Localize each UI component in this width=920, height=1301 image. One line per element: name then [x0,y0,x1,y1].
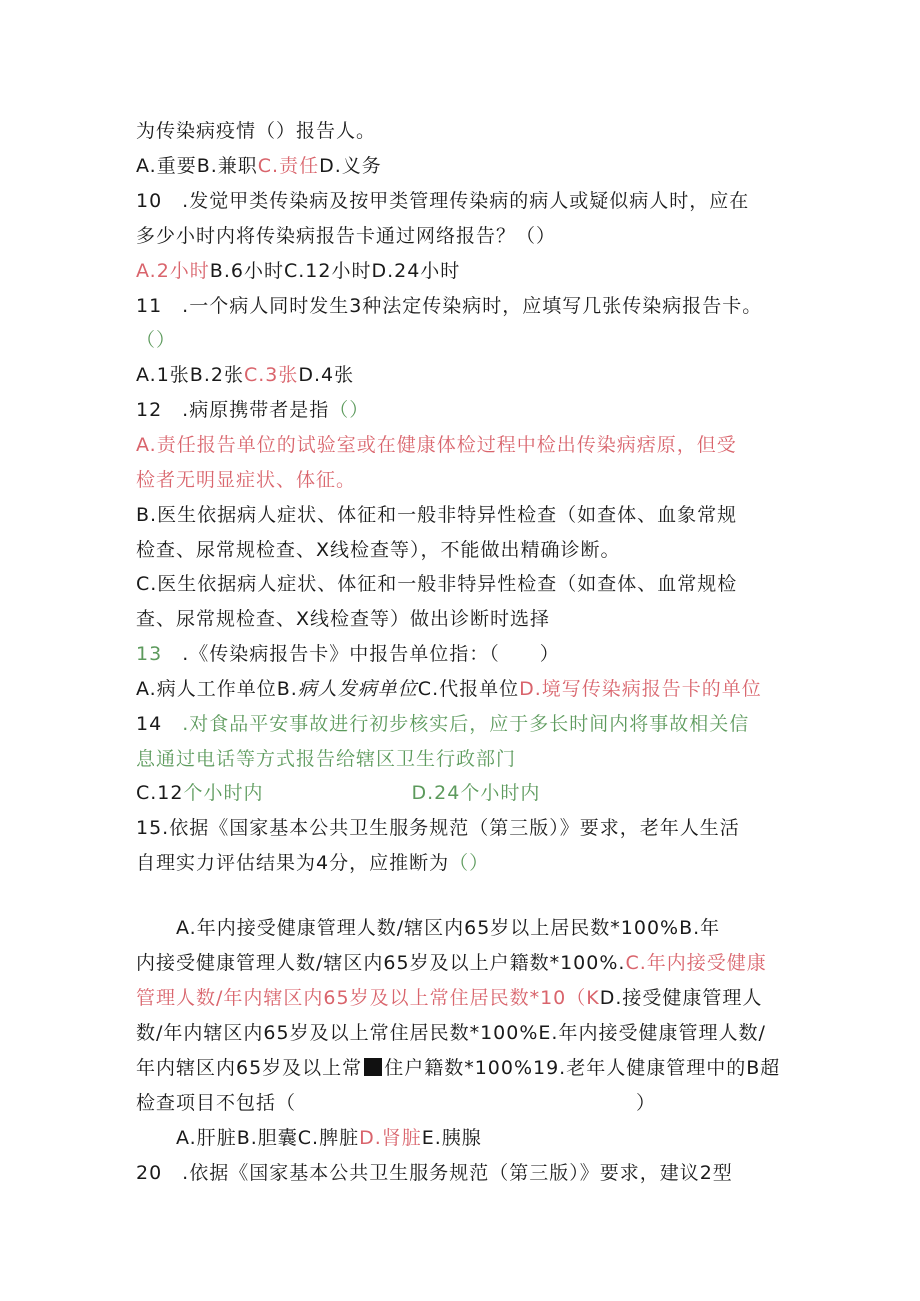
option-c-answer: C.责任 [257,155,320,177]
option-b-text-cont: 检查、尿常规检查、X线检查等），不能做出精确诊断。 [136,539,621,561]
question-12-text: 12 .病原携带者是指 [136,399,330,421]
question-15-stem-line-2 [136,850,489,876]
question-15-text: 15.依据《国家基本公共卫生服务规范（第三版）》要求，老年人生活 [136,817,740,839]
option-c-answer-cont: 管理人数/年内辖区内65岁及以上常住居民数*10（K [136,987,600,1009]
question-11-stem-line-1 [136,293,762,319]
option-c: C.代报单位 [417,678,520,700]
options-paragraph-line-3 [136,985,762,1011]
question-11-options [136,362,354,388]
options-b-c-d: B.6小时C.12小时D.24小时 [209,260,461,282]
option-b-text-cont: 内接受健康管理人数/辖区内65岁及以上户籍数*100%. [136,952,626,974]
question-14-text-cont: 息通过电话等方式报告给辖区卫生行政部门 [136,748,517,770]
question-14-number: 14 [136,713,163,735]
options-paragraph-line-4 [136,1020,766,1046]
option-a-b-text: A.年内接受健康管理人数/辖区内65岁以上居民数*100%B.年 [176,917,721,939]
option-d-label: D.24 [411,782,461,804]
question-9-options [136,153,382,179]
option-b-text: B.医生依据病人症状、体征和一般非特异性检查（如查体、血象常规 [136,504,738,526]
question-10-text-cont: 多少小时内将传染病报告卡通过网络报告？（） [136,225,557,247]
option-d-answer: D.肾脏 [359,1127,422,1149]
question-10-stem-line-1 [136,188,749,214]
option-d-e-text: 数/年内辖区内65岁及以上常住居民数*100%E.年内接受健康管理人数/ [136,1022,766,1044]
question-19-bracket-close: ） [636,1092,657,1114]
option-a-answer: A.2小时 [136,260,210,282]
option-d-text: D.接受健康管理人 [599,987,763,1009]
option-e: E.胰腺 [421,1127,482,1149]
question-12-option-c-line-2 [136,606,550,632]
option-c-label: C.12 [136,782,184,804]
question-12-option-a-line-1 [136,432,737,458]
option-c-text: C.医生依据病人症状、体征和一般非特异性检查（如查体、血常规检 [136,573,738,595]
question-15-text-cont: 自理实力评估结果为4分，应推断为 [136,852,450,874]
question-20-stem [136,1160,733,1186]
question-13-stem [136,641,560,667]
question-10-text: 10 .发觉甲类传染病及按甲类管理传染病的病人或疑似病人时，应在 [136,190,750,212]
text-line-1 [136,118,376,144]
options-a-b-c: A.肝脏B.胆囊C.脾脏 [176,1127,360,1149]
option-a-b: A.重要B.兼职 [136,155,258,177]
question-10-stem-line-2 [136,223,556,249]
question-19-stem-line-2 [136,1090,656,1116]
option-a-answer-text: A.责任报告单位的试验室或在健康体检过程中检出传染病痞原，但受 [136,434,737,456]
question-15-stem-line-1 [136,815,740,841]
question-14-stem-line-1 [136,711,749,737]
options-paragraph-line-2 [136,950,767,976]
option-c-answer: C.年内接受健康 [625,952,767,974]
question-10-options [136,258,460,284]
option-d-answer: D.境写传染病报告卡的单位 [519,678,762,700]
option-c-answer: C.3张 [243,364,299,386]
question-19-options [176,1125,482,1151]
question-12-bracket: （） [329,399,370,421]
option-d: D.义务 [319,155,382,177]
question-19-text-cont: 检查项目不包括（ [136,1092,297,1114]
option-d-text: 个小时内 [460,782,541,804]
question-14-text: .对食品平安事故进行初步核实后，应于多长时间内将事故相关信 [162,713,750,735]
question-13-number: 13 [136,643,163,665]
option-a-answer-text-cont: 检者无明显症状、体征。 [136,469,357,491]
question-19-text: 住户籍数*100%19.老年人健康管理中的B超 [384,1057,781,1079]
option-b-text: 病人发病单位 [297,678,418,700]
options-paragraph-line-1 [176,915,720,941]
question-12-option-c-line-1 [136,571,737,597]
options-a-b: A.1张B.2张 [136,364,244,386]
black-square-mark [364,1058,382,1076]
question-11-text: 11 .一个病人同时发生3种法定传染病时，应填写几张传染病报告卡。 [136,295,763,317]
question-12-stem [136,397,369,423]
question-12-option-b-line-1 [136,502,737,528]
question-14-options [136,780,540,806]
question-15-bracket: （） [449,852,490,874]
option-e-text-cont: 年内辖区内65岁及以上常 [136,1057,363,1079]
question-12-option-a-line-2 [136,467,356,493]
question-20-text: 20 .依据《国家基本公共卫生服务规范（第三版）》要求，建议2型 [136,1162,733,1184]
question-13-text: .《传染病报告卡》中报告单位指：（ ） [162,643,560,665]
options-a-b: A.病人工作单位B. [136,678,298,700]
option-c-text-cont: 查、尿常规检查、X线检查等）做出诊断时选择 [136,608,551,630]
option-d: D.4张 [298,364,355,386]
question-14-stem-line-2 [136,746,516,772]
option-c-text: 个小时内 [183,782,264,804]
question-13-options [136,676,762,702]
question-9-stem-end: 为传染病疫情（）报告人。 [136,120,377,142]
options-paragraph-line-5 [136,1055,780,1081]
question-12-option-b-line-2 [136,537,621,563]
question-11-stem-line-2 [136,327,176,353]
question-11-bracket: （） [136,329,177,351]
